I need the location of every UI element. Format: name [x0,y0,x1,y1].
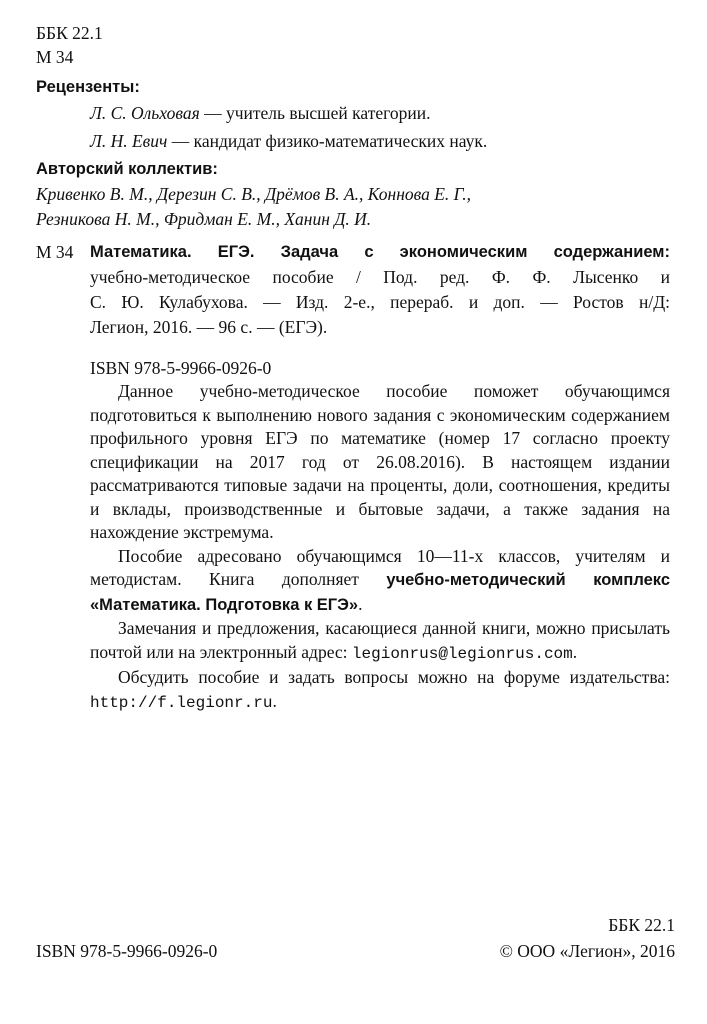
para-3-text: Замечания и предложения, касающиеся данной книги, можно присылать почтой или на электронный адрес: [90,618,670,662]
bbk-code: ББК 22.1 [36,23,103,43]
para-4-text: Обсудить пособие и задать вопросы можно на форуме издательства: [118,667,670,687]
reviewer-1-name: Л. С. Ольховая [90,103,200,123]
para-2-end: . [358,593,363,614]
authors-line-2: Резникова Н. М., Фридман Е. М., Ханин Д. И. [36,209,372,229]
catalog-code: М 34 [36,47,74,67]
reviewer-2-desc: — кандидат физико-математических наук. [167,131,488,151]
reviewer-1-desc: — учитель высшей категории. [199,103,431,123]
catalog-line-2: учебно-методическое пособие / Под. ред. Ф. Ф. Лысенко и [90,267,670,287]
footer-bbk: ББК 22.1 [608,915,675,935]
para-4-end: . [272,690,277,711]
reviewers-heading: Рецензенты: [36,78,140,96]
para-3-end: . [572,641,578,662]
reviewer-2 [90,130,487,154]
email-link[interactable]: legionrus@legionrus.com [351,644,573,663]
description-para-4 [90,666,670,715]
catalog-entry-code: М 34 [36,242,74,262]
authors-line-1: Кривенко В. М., Дерезин С. В., Дрёмов В. А., Коннова Е. Г., [36,184,472,204]
authors-heading: Авторский коллектив: [36,160,218,178]
description-para-2 [90,545,670,618]
footer-isbn: ISBN 978-5-9966-0926-0 [36,941,218,961]
book-title: Математика. ЕГЭ. Задача с экономическим содержанием: [90,243,670,261]
description-para-3 [90,617,670,666]
forum-link[interactable]: http://f.legionr.ru [90,693,273,712]
description-para-1: Данное учебно-методическое пособие поможет обучающимся подготовиться к выполнению нового задания с экономическим содержанием профильного уровня ЕГЭ по математике (номер 17 согласно проекту спецификации на 2017 год от 26.08.2016). В настоящем издании рассматриваются типовые задачи на проценты, доли, соотношения, кредиты и вклады, производственные и бытовые задачи, а также задания на нахождение экстремума. [90,381,670,542]
para-2-text: Пособие адресовано обучающимся 10—11-х классов, учителям и методистам. Книга дополняет [90,545,670,589]
catalog-line-4: Легион, 2016. — 96 с. — (ЕГЭ). [90,317,328,337]
catalog-line-3: С. Ю. Кулабухова. — Изд. 2-е., перераб. и доп. — Ростов н/Д: [90,292,670,312]
description [90,380,670,715]
isbn: ISBN 978-5-9966-0926-0 [90,358,272,378]
footer-copyright: © ООО «Легион», 2016 [499,941,675,961]
reviewer-1 [90,102,430,126]
complex-title: учебно-методический комплекс «Математика. Подготовка к ЕГЭ» [90,571,671,614]
reviewer-2-name: Л. Н. Евич [90,131,168,151]
